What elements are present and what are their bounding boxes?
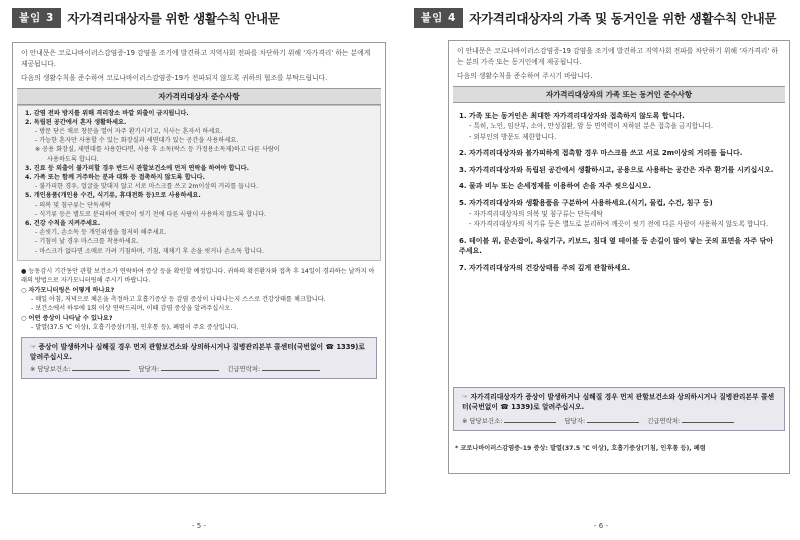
page-number: - 5 - [192, 522, 206, 530]
rule-detail: - 의복 및 침구류는 단독세탁 [35, 201, 111, 209]
intro-paragraph: 다음의 생활수칙을 준수하여 주시기 바랍니다. [457, 72, 593, 80]
rule-item: 2. 독립된 공간에서 혼자 생활하세요. [25, 118, 127, 126]
rule-detail: - 기침이 날 경우 마스크를 착용하세요. [35, 238, 139, 246]
rule-item: 1. 가족 또는 동거인은 최대한 자가격리대상자와 접촉하지 않도록 합니다. [459, 111, 685, 120]
rule-detail: - 매일 아침, 저녁으로 체온을 측정하고 호흡기증상 등 감염 증상이 나타나는지 스스로 건강상태를 체크합니다. [31, 295, 326, 303]
contact-line: ☞ 증상이 발생하거나 심해질 경우 먼저 관할보건소와 상의하시거나 질병관리본부 콜센터(국번없이 ☎ 1339)로 알려주십시오. [30, 342, 365, 361]
emergency-contact-label: 긴급연락처: [647, 416, 681, 425]
notice-box [448, 40, 790, 474]
health-center-label: ※ 담당보건소: [462, 416, 503, 425]
notice-box [12, 42, 386, 494]
health-center-blank [504, 416, 556, 423]
rules-heading: 자가격리대상자 준수사항 [17, 88, 381, 105]
rule-item: 1. 감염 전파 방지를 위해 격리장소 바깥 외출이 금지됩니다. [25, 109, 189, 117]
symptom-footnote: * 코로나바이러스감염증-19 증상: 발열(37.5 ℃ 이상), 호흡기증상(기침, 인후통 등), 폐렴 [455, 445, 706, 452]
emergency-contact-blank [262, 364, 320, 371]
health-center-label: ※ 담당보건소: [30, 364, 71, 373]
rule-detail: 사용하도록 합니다. [47, 155, 99, 163]
rule-item: 4. 가족 또는 함께 거주하는 분과 대화 등 접촉하지 않도록 합니다. [25, 173, 205, 181]
rule-item: 5. 개인용품(개인용 수건, 식기류, 휴대전화 등)으로 사용하세요. [25, 192, 201, 200]
monitoring-info [13, 261, 385, 333]
rule-detail: - 손씻기, 손소독 등 개인위생을 철저히 해주세요. [35, 229, 167, 237]
intro-text [449, 41, 789, 82]
rule-detail: - 마스크가 없다면 소매로 가려 기침하며, 기침, 재채기 후 손을 씻거나 손소독 합니다. [35, 247, 264, 255]
rule-detail: - 자가격리대상자의 의복 및 침구류는 단독세탁 [469, 209, 603, 218]
rule-detail: - 외부인의 방문도 제한합니다. [469, 132, 557, 141]
rule-item: 6. 건강 수칙을 지켜주세요. [25, 219, 101, 227]
attachment-badge: 붙임 3 [12, 8, 61, 28]
rule-detail: - 자가격리대상자의 식기류 등은 별도로 분리하여 깨끗이 씻기 전에 다른 사람이 사용하지 않도록 합니다. [469, 220, 769, 229]
contact-box [453, 387, 785, 431]
attachment-badge: 붙임 4 [414, 8, 463, 28]
rule-detail: - 발열(37.5 ℃ 이상), 호흡기증상(기침, 인후통 등), 폐렴이 주요 증상입니다. [31, 324, 239, 332]
manager-blank [161, 364, 219, 371]
rules-list [17, 105, 381, 261]
emergency-contact-blank [682, 416, 734, 423]
rule-item: 3. 진료 등 외출이 불가피할 경우 반드시 관할보건소에 먼저 연락을 하여야 합니다. [25, 164, 249, 172]
manager-label: 담당자: [564, 416, 586, 425]
rules-heading: 자가격리대상자의 가족 또는 동거인 준수사항 [453, 86, 785, 103]
rule-detail: - 보건소에서 하루에 1회 이상 연락드리며, 이때 감염 증상을 알려주십시오. [31, 305, 233, 313]
rules-list [449, 103, 789, 274]
manager-label: 담당자: [138, 364, 160, 373]
rule-detail: - 방문 닫은 채로 창문을 열어 자주 환기시키고, 식사는 혼자서 하세요. [35, 127, 223, 135]
page-title: 자가격리대상자의 가족 및 동거인을 위한 생활수칙 안내문 [469, 11, 777, 26]
page-number: - 6 - [594, 522, 608, 530]
rule-item: 3. 자가격리대상자와 독립된 공간에서 생활하시고, 공용으로 사용하는 공간은 자주 환기를 시키십시오. [459, 165, 774, 174]
rule-item: 5. 자가격리대상자와 생활용품을 구분하여 사용하세요.(식기, 물컵, 수건, 침구 등) [459, 199, 713, 208]
rule-detail: - 가능한 혼자만 사용할 수 있는 화장실과 세면대가 있는 공간을 사용하세요. [35, 137, 239, 145]
rule-detail: - 식기류 등은 별도로 분리하여 깨끗이 씻기 전에 다른 사람이 사용하지 않도록 합니다. [35, 210, 267, 218]
contact-fields [462, 416, 776, 426]
page-header [414, 8, 776, 28]
intro-paragraph: 다음의 생활수칙을 준수하여 코로나바이러스감염증-19가 전파되지 않도록 귀하의 협조를 부탁드립니다. [21, 74, 328, 82]
rule-detail: ※ 공용 화장실, 세면대를 사용한다면, 사용 후 소독(락스 등 가정용소독제)하고 다른 사람이 [35, 146, 280, 154]
health-center-blank [72, 364, 130, 371]
contact-box [21, 337, 377, 379]
rule-item: 4. 물과 비누 또는 손세정제를 이용하여 손을 자주 씻으십시오. [459, 182, 651, 191]
intro-paragraph: 이 안내문은 코로나바이러스감염증-19 감염을 조기에 발견하고 지역사회 전파를 차단하기 위해 '자가격리' 하는 분에게 제공됩니다. [21, 49, 371, 68]
rule-detail: - 특히, 노인, 임산부, 소아, 만성질환, 암 등 면역력이 저하된 분은 접촉을 금지합니다. [469, 122, 713, 131]
rule-item: 2. 자가격리대상자와 불가피하게 접촉할 경우 마스크를 쓰고 서로 2m이상의 거리를 둡니다. [459, 149, 743, 158]
intro-text [13, 43, 385, 84]
contact-line: ☞ 자가격리대상자가 증상이 발생하거나 심해질 경우 먼저 관할보건소와 상의하시거나 질병관리본부 콜센터(국번없이 ☎ 1339)로 알려주십시오. [462, 393, 775, 412]
intro-paragraph: 이 안내문은 코로나바이러스감염증-19 감염을 조기에 발견하고 지역사회 전파를 차단하기 위해 '자가격리' 하는 분의 가족 또는 동거인에게 제공됩니다. [457, 47, 778, 66]
rule-detail: ● 능동감시 기간동안 관할 보건소가 연락하여 증상 등을 확인할 예정입니다. 귀하의 확진환자와 접촉 후 14일이 경과하는 날까지 아래의 방법으로 자가모니터링해 주시기 바랍니다. [21, 267, 375, 285]
rule-detail: - 불가피한 경우, 얼굴을 맞대지 않고 서로 마스크를 쓰고 2m이상의 거리를 둡니다. [35, 183, 259, 191]
question-item: ○ 어떤 증상이 나타날 수 있나요? [21, 314, 113, 322]
manager-blank [587, 416, 639, 423]
page-left [4, 0, 394, 540]
rule-item: 7. 자가격리대상자의 건강상태를 주의 깊게 관찰하세요. [459, 264, 631, 273]
contact-fields [30, 364, 368, 374]
page-header [12, 8, 280, 28]
rule-item: 6. 테이블 위, 문손잡이, 욕실기구, 키보드, 침대 옆 테이블 등 손길이 많이 닿는 곳의 표면을 자주 닦아주세요. [459, 236, 774, 256]
emergency-contact-label: 긴급연락처: [227, 364, 261, 373]
question-item: ○ 자가모니터링은 어떻게 하나요? [21, 286, 115, 294]
page-title: 자가격리대상자를 위한 생활수칙 안내문 [67, 11, 280, 26]
page-right [406, 0, 796, 540]
